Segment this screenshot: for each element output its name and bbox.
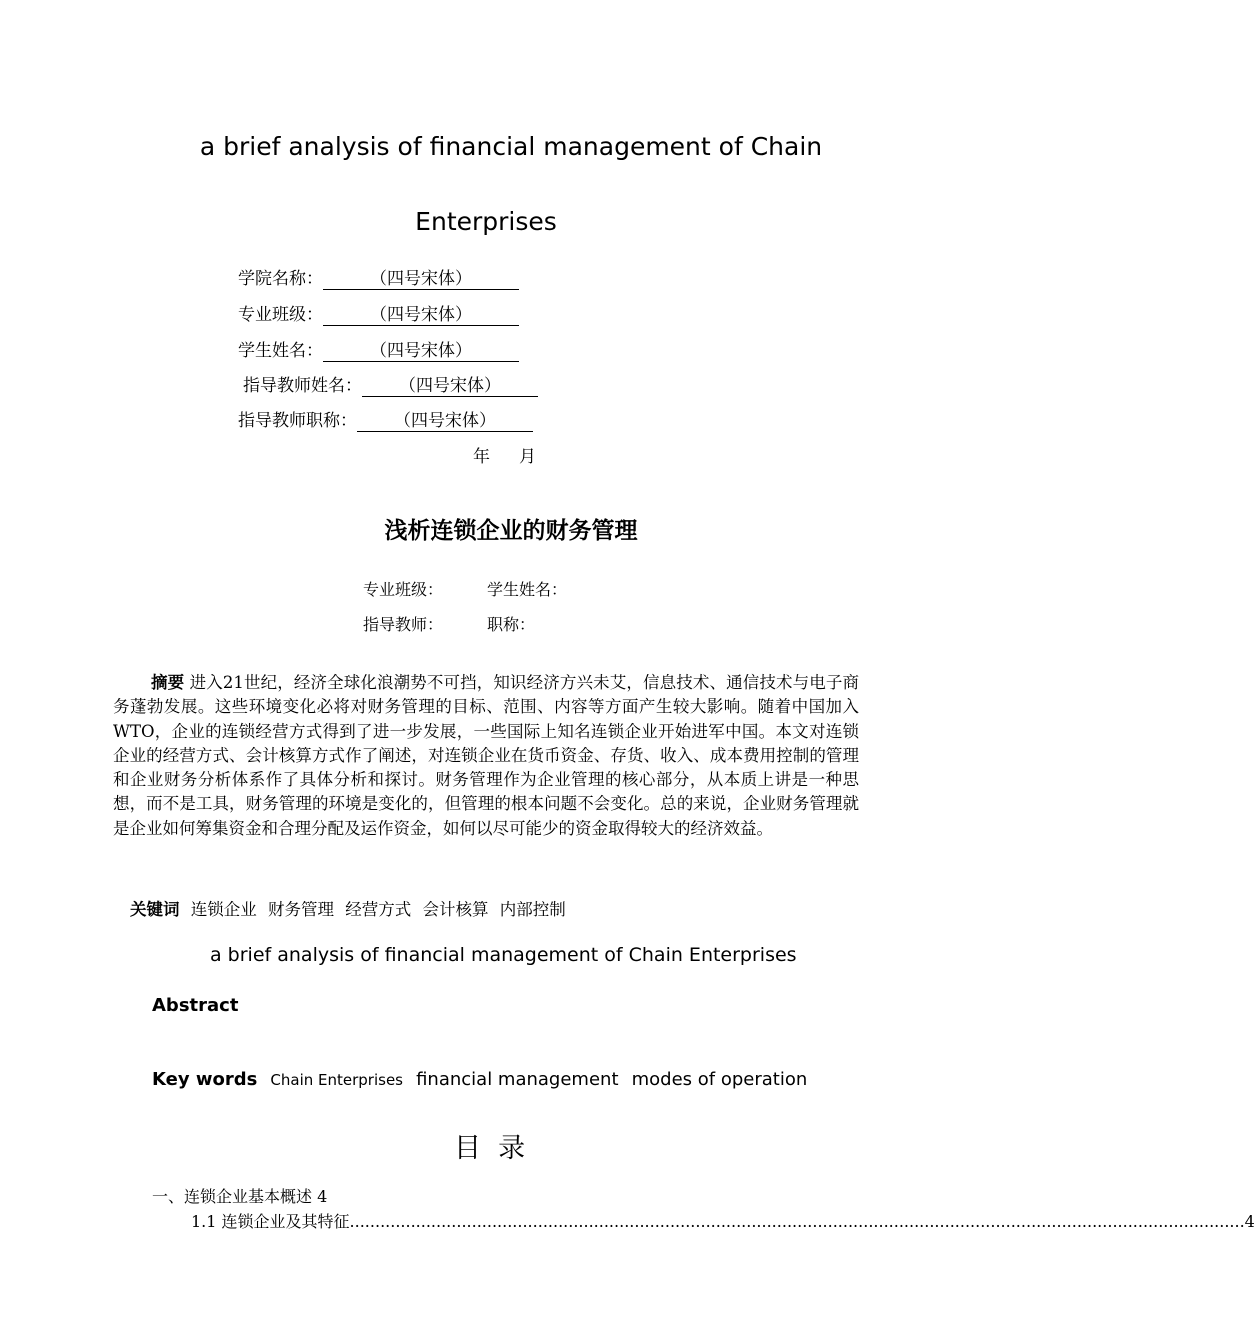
field-advisor-title-value: （四号宋体） <box>357 412 533 432</box>
toc-entry[interactable] <box>191 1209 1255 1232</box>
field-advisor <box>243 371 538 397</box>
field-student-label: 学生姓名： <box>238 341 323 361</box>
english-keyword-item: Chain Enterprises <box>270 1071 403 1089</box>
cover-title-line2: Enterprises <box>415 207 557 236</box>
paper-meta-row1 <box>363 577 567 600</box>
keyword-cn-item: 经营方式 <box>345 900 412 919</box>
year-label: 年 <box>473 447 490 467</box>
rank-label: 职称： <box>487 615 536 634</box>
paper-meta-row2 <box>363 612 535 635</box>
paper-title: 浅析连锁企业的财务管理 <box>384 518 638 544</box>
month-label: 月 <box>519 447 536 467</box>
english-abstract-label: Abstract <box>152 995 239 1016</box>
toc-leader-dots: ................................................................................................................................................................................ <box>349 1212 1245 1231</box>
field-student-value: （四号宋体） <box>323 342 519 362</box>
toc-entry[interactable] <box>152 1184 327 1207</box>
keywords-cn <box>130 896 566 920</box>
keywords-cn-label: 关键词 <box>130 900 180 919</box>
keyword-cn-item: 会计核算 <box>422 900 489 919</box>
toc-entry-text: 1.1 连锁企业及其特征 <box>191 1212 350 1231</box>
toc-entry-page: 4 <box>1244 1212 1255 1231</box>
english-keyword-item: modes of operation <box>631 1069 808 1090</box>
student-label: 学生姓名： <box>487 580 568 599</box>
abstract-cn-text: 进入21世纪，经济全球化浪潮势不可挡，知识经济方兴未艾，信息技术、通信技术与电子商务蓬勃发展。这些环境变化必将对财务管理的目标、范围、内容等方面产生较大影响。随着中国加入WTO，企业的连锁经营方式得到了进一步发展，一些国际上知名连锁企业开始进军中国。本文对连锁企业的经营方式、会计核算方式作了阐述，对连锁企业在货币资金、存货、收入、成本费用控制的管理和企业财务分析体系作了具体分析和探讨。财务管理作为企业管理的核心部分，从本质上讲是一种思想，而不是工具，财务管理的环境是变化的，但管理的根本问题不会变化。总的来说，企业财务管理就是企业如何筹集资金和合理分配及运作资金，如何以尽可能少的资金取得较大的经济效益。 <box>113 673 859 838</box>
toc-entry-text: 一、连锁企业基本概述 4 <box>152 1187 328 1206</box>
cover-title-line1: a brief analysis of financial management of Chain <box>199 132 823 161</box>
class-label: 专业班级： <box>363 580 444 599</box>
field-college <box>238 264 519 290</box>
field-class <box>238 300 519 326</box>
field-class-label: 专业班级： <box>238 305 323 325</box>
english-title: a brief analysis of financial management of Chain Enterprises <box>210 944 797 966</box>
field-advisor-label: 指导教师姓名： <box>243 376 362 396</box>
keyword-cn-item: 财务管理 <box>268 900 334 919</box>
keyword-cn-item: 连锁企业 <box>190 900 257 919</box>
abstract-cn-label: 摘要 <box>151 673 185 692</box>
field-advisor-value: （四号宋体） <box>362 377 538 397</box>
cover-date <box>473 442 536 467</box>
field-class-value: （四号宋体） <box>323 306 519 326</box>
abstract-cn <box>113 671 859 841</box>
english-keywords <box>152 1069 807 1090</box>
field-advisor-title-label: 指导教师职称： <box>238 411 357 431</box>
english-keyword-item: financial management <box>416 1069 619 1090</box>
field-college-value: （四号宋体） <box>323 270 519 290</box>
field-student <box>238 336 519 362</box>
toc-title: 目 录 <box>454 1133 526 1164</box>
field-advisor-title <box>238 406 533 432</box>
english-keywords-label: Key words <box>152 1069 258 1090</box>
field-college-label: 学院名称： <box>238 269 323 289</box>
keyword-cn-item: 内部控制 <box>499 900 566 919</box>
teacher-label: 指导教师： <box>363 615 444 634</box>
